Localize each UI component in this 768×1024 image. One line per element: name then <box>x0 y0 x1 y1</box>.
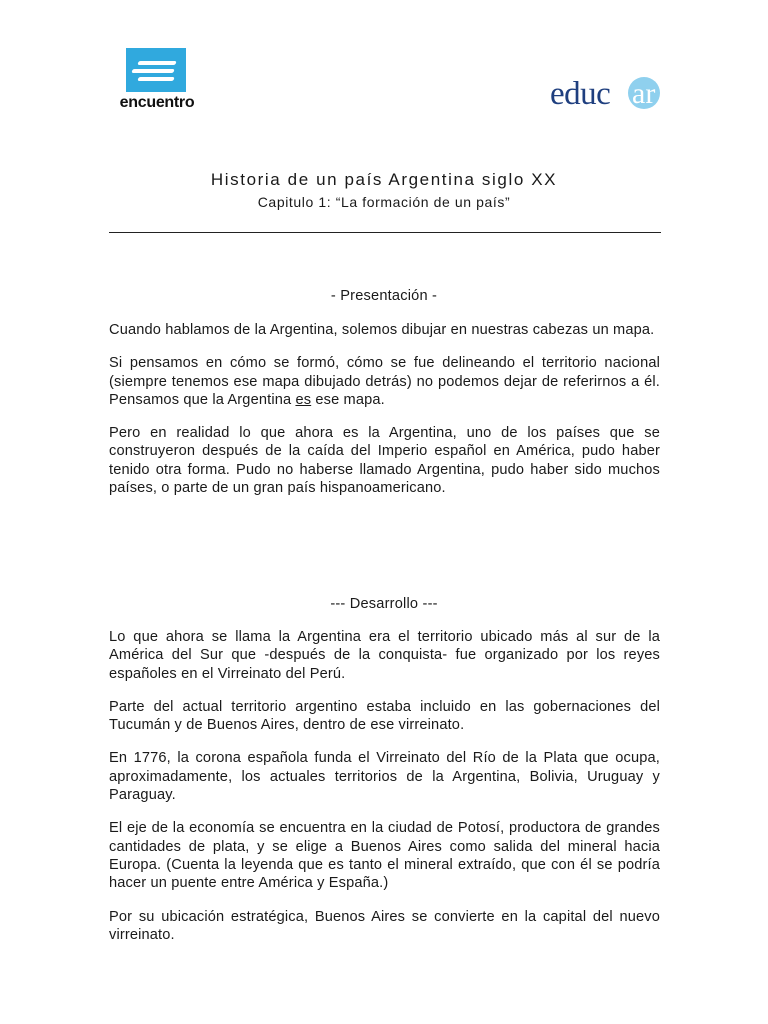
educar-logo <box>550 74 670 118</box>
paragraph: Cuando hablamos de la Argentina, solemos dibujar en nuestras cabezas un mapa. <box>109 322 655 338</box>
educar-logo-badge-text: ar <box>632 77 656 110</box>
paragraph-text: ese mapa. <box>311 391 385 408</box>
paragraph: Parte del actual territorio argentino estaba incluido en las gobernaciones del Tucumán y de Buenos Aires, dentro de ese virreinato. <box>109 698 660 734</box>
title-divider <box>109 232 661 233</box>
encuentro-logo-text: encuentro <box>119 94 195 111</box>
logo-stripe <box>131 69 174 73</box>
paragraph: Lo que ahora se llama la Argentina era el territorio ubicado más al sur de la América del Sur que -después de la conquista- fue organizado por los reyes españoles en el Virreinato del Perú. <box>109 629 660 682</box>
paragraph-text: Si pensamos en cómo se formó, cómo se fue delineando el territorio nacional (siempre tenemos ese mapa dibujado detrás) no podemos dejar de referirnos a él. Pensamos que la Argentina <box>109 355 660 408</box>
logo-stripe <box>137 61 176 65</box>
paragraph: En 1776, la corona española funda el Virreinato del Río de la Plata que ocupa, aproximadamente, los actuales territorios de la Argentina, Bolivia, Uruguay y Paraguay. <box>109 750 660 804</box>
section-heading-presentacion: - Presentación - <box>330 288 438 304</box>
section-body-presentacion <box>109 321 660 512</box>
paragraph: El eje de la economía se encuentra en la ciudad de Potosí, productora de grandes cantidades de plata, y se elige a Buenos Aires como salida del mineral hacia Europa. (Cuenta la leyenda que es tanto el mineral extraído, que con él se podría hacer un puente entre América y España.) <box>109 820 660 892</box>
educar-logo-text: educ <box>550 76 611 112</box>
paragraph <box>109 354 660 409</box>
document-title: Historia de un país Argentina siglo XX <box>210 170 558 189</box>
section-heading-desarrollo: --- Desarrollo --- <box>330 596 438 612</box>
document-subtitle: Capitulo 1: “La formación de un país” <box>257 194 511 210</box>
encuentro-logo <box>112 48 202 114</box>
paragraph: Pero en realidad lo que ahora es la Argentina, uno de los países que se construyeron después de la caída del Imperio español en América, pudo haber tenido otra forma. Pudo no haberse llamado Argentina, pudo haber sido muchos países, o parte de un gran país hispanoamericano. <box>109 425 660 497</box>
section-body-desarrollo <box>109 628 660 959</box>
encuentro-logo-mark <box>126 48 186 92</box>
logo-stripe <box>137 77 174 81</box>
underlined-word: es <box>295 391 312 408</box>
paragraph: Por su ubicación estratégica, Buenos Aires se convierte en la capital del nuevo virreinato. <box>109 908 660 943</box>
